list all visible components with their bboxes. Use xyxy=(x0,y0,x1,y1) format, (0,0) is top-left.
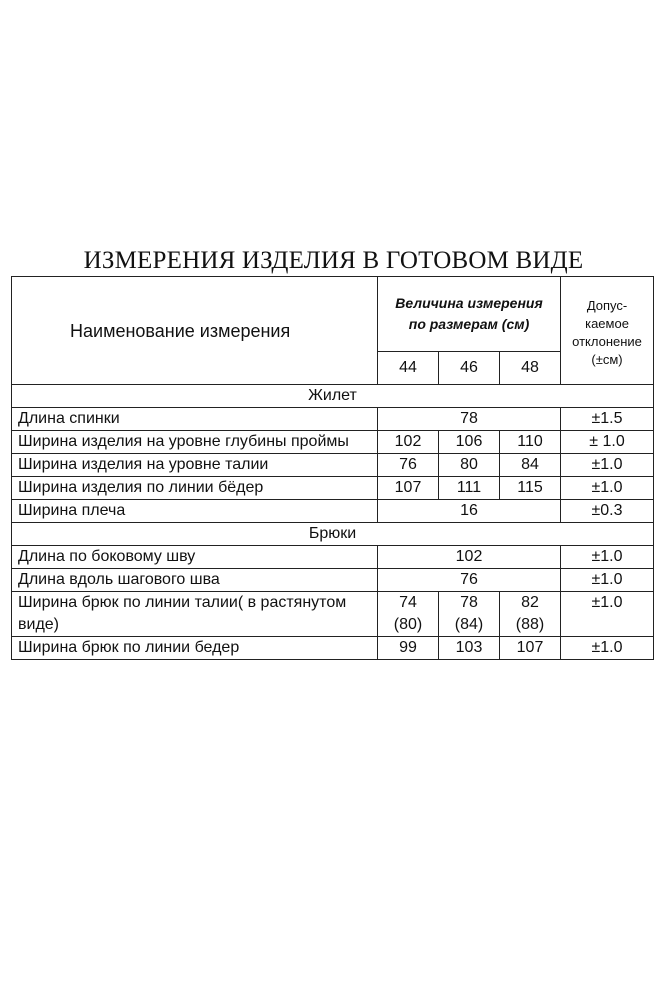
row-tolerance: ±1.0 xyxy=(561,454,654,477)
header-tol-line2: каемое xyxy=(585,315,629,331)
table-row xyxy=(12,592,654,637)
header-tolerance-col xyxy=(561,277,654,385)
row-value-44: 99 xyxy=(378,637,439,660)
row-value-46-stretched: (84) xyxy=(454,616,484,633)
row-value-44: 76 xyxy=(378,454,439,477)
table-row xyxy=(12,477,654,500)
header-tol-line4: (±см) xyxy=(591,351,623,367)
section-row xyxy=(12,385,654,408)
row-tolerance: ±1.0 xyxy=(561,569,654,592)
row-value-46-main: 78 xyxy=(460,594,478,611)
row-name: Ширина плеча xyxy=(12,500,378,523)
size-48: 48 xyxy=(500,352,561,385)
table-row xyxy=(12,431,654,454)
row-tolerance: ±1.0 xyxy=(561,546,654,569)
row-merged-value: 76 xyxy=(378,569,561,592)
measurements-table xyxy=(11,276,654,660)
row-value-46 xyxy=(439,592,500,637)
row-value-46: 106 xyxy=(439,431,500,454)
header-row xyxy=(12,277,654,352)
row-value-48: 107 xyxy=(500,637,561,660)
row-tolerance: ±1.0 xyxy=(561,637,654,660)
row-value-44-main: 74 xyxy=(399,594,417,611)
row-name: Ширина изделия на уровне глубины проймы xyxy=(12,431,378,454)
row-name: Длина по боковому шву xyxy=(12,546,378,569)
row-tolerance: ±1.5 xyxy=(561,408,654,431)
row-name: Ширина брюк по линии бедер xyxy=(12,637,378,660)
size-46: 46 xyxy=(439,352,500,385)
row-name: Длина спинки xyxy=(12,408,378,431)
header-value-line1: Величина измерения xyxy=(395,295,543,311)
header-value-col xyxy=(378,277,561,352)
table-row xyxy=(12,500,654,523)
row-name: Ширина изделия по линии бёдер xyxy=(12,477,378,500)
table-row xyxy=(12,569,654,592)
row-value-48: 110 xyxy=(500,431,561,454)
row-value-46: 111 xyxy=(439,477,500,500)
row-value-44-stretched: (80) xyxy=(393,616,423,633)
row-name: Длина вдоль шагового шва xyxy=(12,569,378,592)
row-name: Ширина брюк по линии талии( в растянутом виде) xyxy=(12,592,378,637)
row-value-48: 115 xyxy=(500,477,561,500)
row-value-46: 80 xyxy=(439,454,500,477)
size-44: 44 xyxy=(378,352,439,385)
row-value-48 xyxy=(500,592,561,637)
row-value-46: 103 xyxy=(439,637,500,660)
row-merged-value: 102 xyxy=(378,546,561,569)
table-row xyxy=(12,546,654,569)
row-value-48-stretched: (88) xyxy=(515,616,545,633)
row-tolerance: ±1.0 xyxy=(561,592,654,637)
section-row xyxy=(12,523,654,546)
header-tol-line1: Допус- xyxy=(586,297,628,313)
table-row xyxy=(12,454,654,477)
page-title: ИЗМЕРЕНИЯ ИЗДЕЛИЯ В ГОТОВОМ ВИДЕ xyxy=(83,247,584,274)
row-merged-value: 16 xyxy=(378,500,561,523)
row-value-48-main: 82 xyxy=(521,594,539,611)
row-merged-value: 78 xyxy=(378,408,561,431)
table-row xyxy=(12,408,654,431)
row-value-44 xyxy=(378,592,439,637)
row-name: Ширина изделия на уровне талии xyxy=(12,454,378,477)
section-title: Жилет xyxy=(12,385,654,408)
table-row xyxy=(12,637,654,660)
row-tolerance: ± 1.0 xyxy=(561,431,654,454)
header-tol-line3: отклонение xyxy=(572,333,642,349)
row-value-48: 84 xyxy=(500,454,561,477)
row-value-44: 102 xyxy=(378,431,439,454)
row-tolerance: ±1.0 xyxy=(561,477,654,500)
section-title: Брюки xyxy=(12,523,654,546)
row-value-44: 107 xyxy=(378,477,439,500)
row-tolerance: ±0.3 xyxy=(561,500,654,523)
header-value-line2: по размерам (см) xyxy=(408,316,530,332)
header-name-col: Наименование измерения xyxy=(12,277,378,385)
